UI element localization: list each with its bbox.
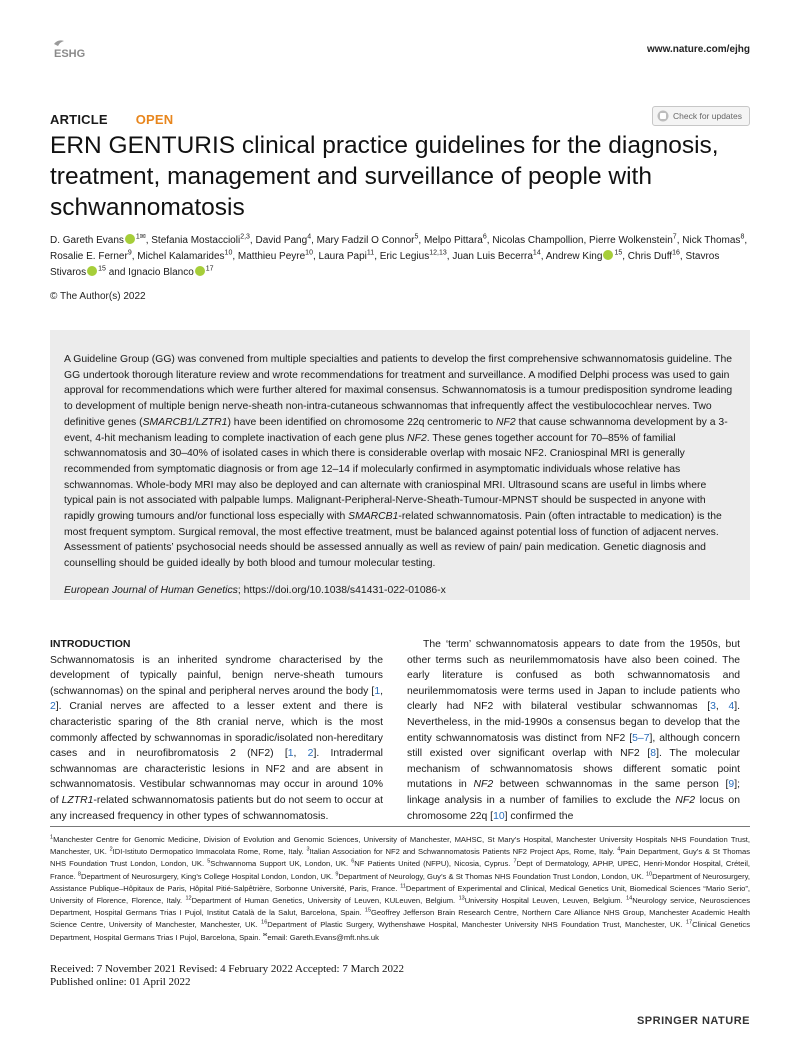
ref-link[interactable]: 1 [287,748,294,760]
affiliation-text: Schwannoma Support UK, London, UK. [210,859,352,869]
journal-name: European Journal of Human Genetics [64,584,238,596]
author-name[interactable]: Pierre Wolkenstein [589,235,673,246]
affiliation-text: Italian Association for NF2 and Schwannomatosis Patients NF2 Project Aps, Rome, Italy. [309,847,618,857]
orcid-icon[interactable] [87,266,97,276]
ref-link[interactable]: 3 [710,701,716,713]
author-name[interactable]: Stavros Stivaros [50,251,720,278]
affiliation-number: 1 [50,834,54,841]
affiliation-text: University Hospital Leuven, Leuven, Belgium. [464,896,627,906]
article-title: ERN GENTURIS clinical practice guidelines for the diagnosis, treatment, management and surveillance of people with schwannomatosis [50,132,719,221]
author-affiliation-marker: 14 [532,249,541,257]
affiliation-number: 17 [685,919,693,926]
author-affiliation-marker: 15 [614,249,623,257]
affiliation-text: Department of Neurosurgery, King’s College Hospital London, London, UK. [80,871,336,881]
doi-link[interactable]: ; https://doi.org/10.1038/s41431-022-01086-x [237,584,446,596]
received-revised-accepted: Received: 7 November 2021 Revised: 4 February 2022 Accepted: 7 March 2022 [50,963,405,975]
ref-link[interactable]: 10 [493,810,505,822]
author-name[interactable]: Melpo Pittara [423,235,483,246]
affiliation-text: Department of Plastic Surgery, Wythenshawe Hospital, Manchester University NHS Foundation Trust, Manchester, UK. [267,920,686,930]
author-list: D. Gareth Evans $^{1✉}$, Stefania Mostaccioli$^{2,3}$, David Pang$^4$, Mary Fadzil O Connor$^5$, Melpo Pittara$^6$, Nicolas Champollion, Pierre Wolkenstein$^7$, Nick Thomas$^8$, Rosalie E. Ferner$^9$, Michel Kalamarides$^{10}$, Matthieu Peyre$^{10}$, Laura Papi$^{11}$, Eric Legius$^{12,13}$, Juan Luis Becerra$^{14}$, Andrew King $^{15}$, Chris Duff$^{16}$, Stavros Stivaros $^{15}$ and Ignacio Blanco $^{17}$ [50,233,748,278]
affiliation-number: 14 [626,895,633,902]
affiliation-text: Neurology service, Neurosciences Department, Hospital Germans Trias I Pujol, Institut Català de la Salut, Barcelona, Spain. [50,896,750,918]
check-updates-icon [657,110,669,122]
author-name[interactable]: Chris Duff [627,251,673,262]
affiliation-text: Department of Neurosurgery, Assistance Publique–Hôpitaux de Paris, Hôpital Pitié-Salpêtrière, Sorbonne Université, Paris, France. [50,871,750,893]
affiliation-text: Department of Neurology, Guy’s & St Thomas NHS Foundation Trust London, London, UK. [338,871,646,881]
affiliation-number: 12 [185,895,192,902]
author-name[interactable]: D. Gareth Evans [50,235,124,246]
check-for-updates-button[interactable] [652,106,750,126]
affiliation-text: email: Gareth.Evans@mft.nhs.uk [267,932,379,942]
author-name[interactable]: Laura Papi [318,251,367,262]
orcid-icon[interactable] [195,266,205,276]
affiliation-number: 16 [261,919,268,926]
citation-line [64,584,738,598]
intro-right-column [407,637,740,824]
abstract-box [50,330,750,600]
author-affiliation-marker: 8 [740,233,745,241]
author-affiliation-marker: 6 [482,233,487,241]
affiliation-text: Department of Experimental and Clinical, Medical Genetics Unit, Biomedical Sciences “Mario Serio”, University of Florence, Florence, Italy. [50,883,751,906]
ref-link[interactable]: 2 [50,701,56,713]
springer-nature-logo: SPRINGER NATURE [636,1015,750,1027]
ref-link[interactable]: 5–7 [632,732,650,744]
footnote-divider [50,826,750,827]
eshg-logo [50,38,98,60]
affiliation-number: 6 [351,858,355,865]
author-name[interactable]: Mary Fadzil O Connor [316,235,415,246]
author-affiliation-marker: 12,13 [429,249,447,257]
affiliation-number: 8 [77,871,81,878]
author-name[interactable]: Rosalie E. Ferner [50,251,128,262]
author-name[interactable]: Michel Kalamarides [137,251,225,262]
author-affiliation-marker: 2,3 [240,233,250,241]
author-name[interactable]: Andrew King [545,251,603,262]
affiliation-number: 7 [513,858,517,865]
affiliation-number: 5 [207,858,211,865]
ref-link[interactable]: 1 [374,685,381,697]
author-name[interactable]: Matthieu Peyre [237,251,306,262]
ref-link[interactable]: 8 [650,748,657,760]
published-online: Published online: 01 April 2022 [50,976,191,988]
author-affiliation-marker: 9 [127,249,132,257]
author-affiliation-marker: 10 [224,249,233,257]
article-type-label [50,112,173,127]
section-heading-introduction: INTRODUCTION [50,638,131,650]
article-label: ARTICLE [50,112,108,127]
eshg-logo-text: ESHG [54,48,86,60]
affiliation-number: 4 [617,846,621,853]
affiliation-number: 11 [400,883,406,890]
affiliation-text: Clinical Genetics Department, Hospital Germans Trias I Pujol, Barcelona, Spain. [50,920,750,942]
affiliation-text: Department of Human Genetics, University of Leuven, KULeuven, Belgium. [191,896,459,906]
author-affiliation-marker: 4 [307,233,312,241]
author-name[interactable]: Eric Legius [379,251,430,262]
affiliation-text: Dept of Dermatology, APHP, UPEC, Henri-Mondor Hospital, Créteil, France. [50,859,750,881]
author-affiliation-marker: 17 [205,265,214,273]
orcid-icon[interactable] [603,250,613,260]
abstract-text: A Guideline Group (GG) was convened from multiple specialties and patients to develop the first comprehensive schwannomatosis guideline. The GG undertook thorough literature review and wrote recommendations for treatment and surveillance. A modified Delphi process was used to gain approval for recommendations which were further altered for maximal consensus. Schwannomatosis is a tumour predisposition syndrome leading to development of multiple benign nerve-sheath non-intra-cutaneous schwannomas that infrequently affect the vestibulocochlear nerves. Two definitive genes (SMARCB1/LZTR1) have been identified on chromosome 22q centromeric to NF2 that cause schwannoma development by a 3-event, 4-hit mechanism leading to complete inactivation of each gene plus NF2. These genes together account for 70–85% of familial schwannomatosis and 30–40% of isolated cases in which there is considerable overlap with mosaic NF2. Craniospinal MRI is generally recommended from symptomatic diagnosis or from age 12–14 if molecularly confirmed in asymptomatic individuals whose relative has schwannomas. Whole-body MRI may also be deployed and can alternate with craniospinal MRI. Ultrasound scans are useful in limbs where typical pain is not associated with palpable lumps. Malignant-Peripheral-Nerve-Sheath-Tumour-MPNST should be suspected in anyone with rapidly growing tumours and/or functional loss especially with SMARCB1-related schwannomatosis. Pain (often intractable to medication) is the most frequent symptom. Surgical removal, the most effective treatment, must be balanced against potential loss of function of adjacent nerves. Assessment of patients’ psychosocial needs should be assessed annually as well as review of pain/ pain medication. Genetic diagnosis and counselling should be guided ideally by both blood and tumour molecular testing. [64,354,733,570]
author-name[interactable]: Stefania Mostaccioli [151,235,241,246]
journal-url[interactable]: www.nature.com/ejhg [647,44,750,55]
ref-link[interactable]: 9 [728,779,735,791]
author-affiliation-marker: 16 [672,249,680,257]
check-updates-label: Check for updates [673,111,742,121]
orcid-icon[interactable] [125,234,135,244]
affiliation-number: ✉ [262,932,268,939]
author-affiliation-marker: 15 [98,265,106,273]
affiliation-number: 13 [458,895,465,902]
publication-dates [50,963,404,989]
author-name[interactable]: Ignacio Blanco [128,267,194,278]
author-affiliation-marker: 10 [305,249,313,257]
intro-left-column [50,637,383,824]
author-name[interactable]: Juan Luis Becerra [452,251,533,262]
affiliation-text: Pain Department, Guy’s & St Thomas NHS Foundation Trust London, London, UK. [50,847,751,869]
affiliation-number: 2 [109,846,113,853]
author-affiliation-marker: 5 [414,233,419,241]
ref-link[interactable]: 2 [307,748,314,760]
affiliation-number: 3 [306,846,310,853]
affiliation-text: Geoffrey Jefferson Brain Research Centre, Northern Care Alliance NHS Group, Manchester Academic Health Science Centre, University of Manchester, Manchester, UK. [50,908,750,930]
affiliation-text: Manchester Centre for Genomic Medicine, Division of Evolution and Genomic Sciences, University of Manchester, MAHSC, St Mary’s Hospital, Manchester University Hospitals NHS Foundation Trust, Manchester, UK. [50,835,750,857]
affiliation-number: 10 [645,871,653,878]
affiliation-text: IDI-Istituto Dermopatico Immacolata Rome, Rome, Italy. [112,847,307,857]
author-affiliation-marker: 7 [672,233,677,241]
affiliation-number: 9 [335,871,339,878]
ref-link[interactable]: 4 [728,701,735,713]
author-affiliation-marker: 11 [366,249,375,257]
author-name[interactable]: Nick Thomas [682,235,741,246]
intro-paragraph-1: Schwannomatosis is an inherited syndrome characterised by the development of typically painful, benign nerve-sheath tumours (schwannomas) on the spinal and peripheral nerves around the body [1, 2]. Cranial nerves are affected to a lesser extent and there is characteristic sparing of the 8th cranial nerve, which is the most commonly affected by schwannomas in sporadic/isolated non-hereditary cases and in neurofibromatosis 2 (NF2) [1, 2]. Intradermal schwannomas are characteristic lesions in NF2 and are absent in schwannomatosis. Vestibular schwannomas may occur in around 10% of LZTR1-related schwannomatosis patients but do not seem to occur at any increased frequency in other types of schwannomatosis. [50,654,383,822]
intro-paragraph-2: The ‘term’ schwannomatosis appears to date from the 1950s, but other terms such as neurilemmomatosis have also been coined. The early literature is confused as both schwannomatosis and neurilemmomatosis were terms used in Japan to include patients who clearly had NF2 with bilateral vestibular schwannomas [3, 4]. Nevertheless, in the mid-1990s a consensus began to develop that the entity schwannomatosis was distinct from NF2 [5–7], although concern still existed over significant overlap with NF2 [8]. The molecular mechanism of schwannomatosis shows different somatic point mutations in NF2 between schwannomas in the same person [9]; linkage analysis in a number of families to exclude the NF2 locus on chromosome 22q [10] confirmed the [407,639,740,822]
affiliation-number: 15 [364,907,372,914]
author-affiliation-marker: 1✉ [135,233,146,241]
copyright-notice: © The Author(s) 2022 [50,291,146,302]
open-access-label: OPEN [135,112,174,127]
affiliation-text: NF Patients United (NFPU), Nicosia, Cyprus. [354,859,514,869]
author-name[interactable]: David Pang [255,235,308,246]
affiliations-footnote [50,834,750,944]
author-name[interactable]: Nicolas Champollion [492,235,584,246]
